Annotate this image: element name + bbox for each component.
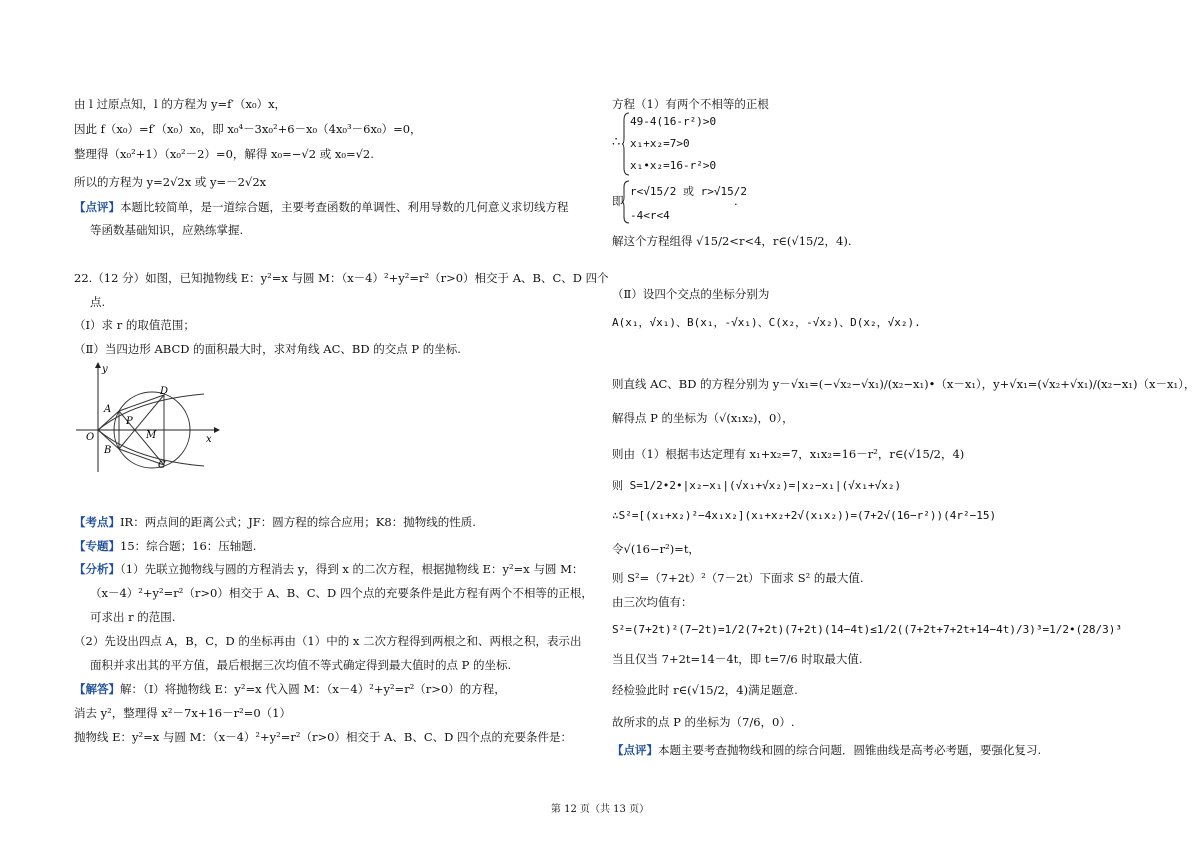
system-line: 49-4(16-r²)>0 [630, 115, 717, 128]
brace-2 [622, 180, 630, 224]
kaodian-text: IR：两点间的距离公式；JF：圆方程的综合应用；K8：抛物线的性质. [120, 515, 476, 529]
fenxi-line: （x－4）²+y²=r²（r>0）相交于 A、B、C、D 四个点的充要条件是此方程有两个不相等的正根， [90, 586, 593, 600]
jieda-line: 消去 y²，整理得 x²－7x+16－r²=0（1） [74, 706, 291, 720]
text-line: 令√(16−r²)=t， [612, 542, 700, 556]
jieda-tag: 【解答】 [74, 682, 120, 696]
label-x: x [206, 434, 212, 445]
label-C: C [158, 460, 166, 471]
formula-line: 则 S=1/2•2•|x₂−x₁|(√x₁+√x₂)=|x₂−x₁|(√x₁+√x₂) [612, 479, 902, 492]
period: . [734, 194, 738, 208]
zhuanti [74, 538, 256, 554]
zhuanti-tag: 【专题】 [74, 539, 120, 553]
label-A: A [104, 404, 112, 415]
points-line: A(x₁，√x₁)、B(x₁，-√x₁)、C(x₂，-√x₂)、D(x₂，√x₂). [612, 316, 921, 329]
text-line: 解这个方程组得 √15/2<r<4，r∈(√15/2，4). [612, 234, 852, 248]
text-line: 故所求的点 P 的坐标为（7/6，0）. [612, 715, 795, 729]
review-2 [612, 742, 1041, 758]
text-line: 则直线 AC、BD 的方程分别为 y－√x₁=(−√x₂−√x₁)/(x₂−x₁)•（x－x₁），y+√x₁=(√x₂+√x₁)/(x₂−x₁)（x－x₁）， [612, 377, 1196, 391]
system-line: -4<r<4 [630, 209, 670, 222]
label-D: D [160, 386, 169, 397]
jieda [74, 681, 506, 697]
text-line: 当且仅当 7+2t=14－4t，即 t=7/6 时取最大值. [612, 652, 863, 666]
label-B: B [104, 445, 112, 456]
parabola-circle-figure [74, 360, 224, 475]
text-line: 解得点 P 的坐标为（√(x₁x₂)，0）， [612, 411, 794, 425]
review-text: 本题比较简单，是一道综合题，主要考查函数的单调性、利用导数的几何意义求切线方程 [120, 200, 569, 214]
therefore-symbol: ∴ [612, 135, 621, 150]
text-line: 由 l 过原点知，l 的方程为 y=f′（x₀）x， [74, 97, 287, 111]
question-22-cont: 点. [90, 295, 106, 309]
question-22-part-i: （Ⅰ）求 r 的取值范围； [74, 318, 195, 332]
review-tag: 【点评】 [74, 200, 120, 214]
formula-line: S²=(7+2t)²(7−2t)=1/2(7+2t)(7+2t)(14−4t)≤1/2((7+2t+7+2t+14−4t)/3)³=1/2•(28/3)³ [612, 623, 1122, 636]
text-line: （Ⅱ）设四个交点的坐标分别为 [612, 287, 770, 301]
text-line: 所以的方程为 y=2√2x 或 y=－2√2x [74, 175, 267, 189]
system-line: r<√15/2 或 r>√15/2 [630, 185, 747, 198]
review-1 [74, 199, 569, 215]
question-22-part-ii: （Ⅱ）当四边形 ABCD 的面积最大时，求对角线 AC、BD 的交点 P 的坐标. [74, 342, 461, 356]
label-y: y [102, 364, 108, 375]
text-line: 方程（1）有两个不相等的正根 [612, 97, 769, 111]
question-22: 22.（12 分）如图，已知抛物线 E：y²=x 与圆 M：（x－4）²+y²=r²（r>0）相交于 A、B、C、D 四个 [74, 271, 609, 285]
review-text: 本题主要考查抛物线和圆的综合问题．圆锥曲线是高考必考题，要强化复习. [658, 743, 1042, 757]
fenxi-line: 面积并求出其的平方值，最后根据三次均值不等式确定得到最大值时的点 P 的坐标. [90, 658, 512, 672]
fenxi-text: （1）先联立抛物线与圆的方程消去 y，得到 x 的二次方程，根据抛物线 E：y²=x 与圆 M： [120, 562, 584, 576]
ji-label: 即 [612, 194, 624, 208]
formula-line: ∴S²=[(x₁+x₂)²−4x₁x₂](x₁+x₂+2√(x₁x₂))=(7+2√(16−r²))(4r²−15) [612, 509, 997, 522]
fenxi-line: 可求出 r 的范围. [90, 610, 176, 624]
text-line: 则 S²=（7+2t）²（7－2t）下面求 S² 的最大值. [612, 571, 864, 585]
jieda-line: 抛物线 E：y²=x 与圆 M：（x－4）²+y²=r²（r>0）相交于 A、B、C、D 四个点的充要条件是： [74, 730, 573, 744]
review-1-cont: 等函数基础知识，应熟练掌握. [90, 223, 244, 237]
page-footer: 第 12 页（共 13 页） [550, 804, 650, 815]
review-tag: 【点评】 [612, 743, 658, 757]
text-line: 则由（1）根据韦达定理有 x₁+x₂=7，x₁x₂=16－r²，r∈(√15/2，4) [612, 447, 965, 461]
text-line: 经检验此时 r∈(√15/2，4)满足题意. [612, 683, 798, 697]
kaodian-tag: 【考点】 [74, 515, 120, 529]
system-line: x₁•x₂=16-r²>0 [630, 159, 717, 172]
fenxi-tag: 【分析】 [74, 562, 120, 576]
jieda-text: 解：（Ⅰ）将抛物线 E：y²=x 代入圆 M：（x－4）²+y²=r²（r>0）的方程， [120, 682, 506, 696]
label-M: M [146, 430, 157, 441]
label-P: P [126, 416, 133, 427]
zhuanti-text: 15：综合题；16：压轴题. [120, 539, 257, 553]
text-line: 因此 f（x₀）=f′（x₀）x₀，即 x₀⁴－3x₀²+6－x₀（4x₀³－6x₀）=0， [74, 122, 422, 136]
brace-1 [622, 112, 630, 176]
kaodian [74, 514, 476, 530]
label-O: O [86, 432, 95, 443]
text-line: 由三次均值有： [612, 595, 693, 609]
fenxi-line: （2）先设出四点 A，B，C，D 的坐标再由（1）中的 x 二次方程得到两根之和、两根之积，表示出 [74, 634, 582, 648]
system-line: x₁+x₂=7>0 [630, 137, 690, 150]
text-line: 整理得（x₀²+1）（x₀²－2）=0，解得 x₀=−√2 或 x₀=√2. [74, 147, 374, 161]
fenxi [74, 561, 583, 577]
